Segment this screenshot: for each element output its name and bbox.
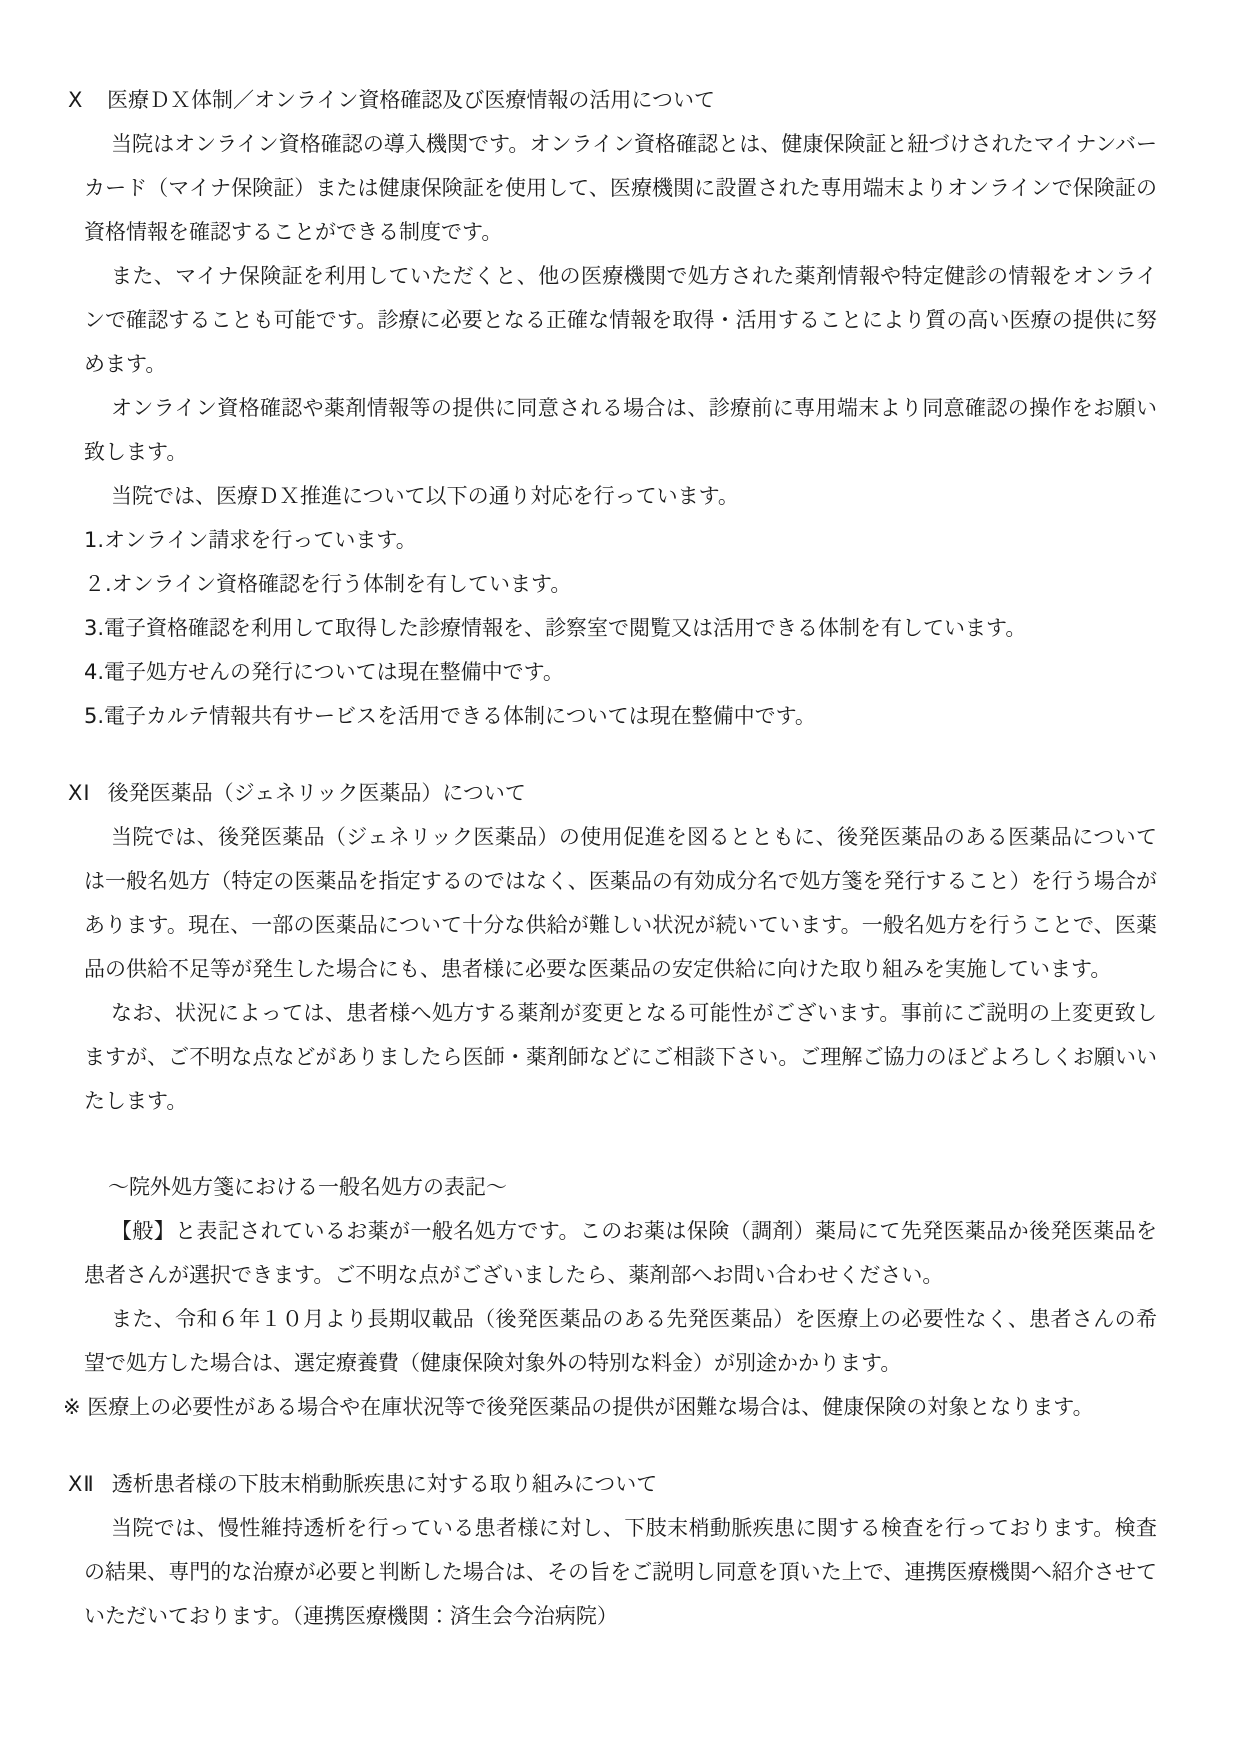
section-number: ⅩⅡ [68, 1472, 95, 1496]
section-number: Ⅹ [68, 88, 84, 112]
section-medical-dx [68, 78, 1157, 738]
insurance-note: ※ 医療上の必要性がある場合や在庫状況等で後発医薬品の提供が困難な場合は、健康保険の対象となります。 [63, 1395, 1094, 1419]
list-item: ２.オンライン資格確認を行う体制を有しています。 [84, 572, 572, 596]
section-generic-drugs [63, 771, 1157, 1429]
paragraph: 【般】と表記されているお薬が一般名処方です。このお薬は保険（調剤）薬局にて先発医薬品か後発医薬品を患者さんが選択できます。ご不明な点がございましたら、薬剤部へお問い合わせください。 [84, 1219, 1157, 1287]
section-heading [68, 771, 1157, 815]
paragraph: オンライン資格確認や薬剤情報等の提供に同意される場合は、診療前に専用端末より同意確認の操作をお願い致します。 [84, 396, 1157, 464]
list-item: 5.電子カルテ情報共有サービスを活用できる体制については現在整備中です。 [84, 704, 816, 728]
dx-measures-list [84, 518, 1157, 738]
section-number: ⅩⅠ [68, 781, 91, 805]
list-item: 4.電子処方せんの発行については現在整備中です。 [84, 660, 564, 684]
section-title: 後発医薬品（ジェネリック医薬品）について [107, 781, 526, 805]
list-item: 1.オンライン請求を行っています。 [84, 528, 417, 552]
section-heading [68, 1462, 1157, 1506]
section-heading [68, 78, 1157, 122]
paragraph: 当院では、後発医薬品（ジェネリック医薬品）の使用促進を図るとともに、後発医薬品のある医薬品については一般名処方（特定の医薬品を指定するのではなく、医薬品の有効成分名で処方箋を発行すること）を行う場合があります。現在、一部の医薬品について十分な供給が難しい状況が続いています。一般名処方を行うことで、医薬品の供給不足等が発生した場合にも、患者様に必要な医薬品の安定供給に向けた取り組みを実施しています。 [84, 825, 1157, 981]
paragraph: 当院では、慢性維持透析を行っている患者様に対し、下肢末梢動脈疾患に関する検査を行っております。検査の結果、専門的な治療が必要と判断した場合は、その旨をご説明し同意を頂いた上で、連携医療機関へ紹介させていただいております。（連携医療機関：済生会今治病院） [84, 1516, 1157, 1628]
section-dialysis-care [68, 1462, 1157, 1638]
generic-name-subheading: ～院外処方箋における一般名処方の表記～ [108, 1175, 507, 1199]
list-item: 3.電子資格確認を利用して取得した診療情報を、診察室で閲覧又は活用できる体制を有しています。 [84, 616, 1027, 640]
section-title: 医療ＤＸ体制／オンライン資格確認及び医療情報の活用について [107, 88, 715, 112]
paragraph: なお、状況によっては、患者様へ処方する薬剤が変更となる可能性がございます。事前にご説明の上変更致しますが、ご不明な点などがありましたら医師・薬剤師などにご相談下さい。ご理解ご協力のほどよろしくお願いいたします。 [84, 1001, 1157, 1113]
paragraph: また、マイナ保険証を利用していただくと、他の医療機関で処方された薬剤情報や特定健診の情報をオンラインで確認することも可能です。診療に必要となる正確な情報を取得・活用することにより質の高い医療の提供に努めます。 [84, 264, 1157, 376]
paragraph: 当院はオンライン資格確認の導入機関です。オンライン資格確認とは、健康保険証と紐づけされたマイナンバーカード（マイナ保険証）または健康保険証を使用して、医療機関に設置された専用端末よりオンラインで保険証の資格情報を確認することができる制度です。 [84, 132, 1157, 244]
section-title: 透析患者様の下肢末梢動脈疾患に対する取り組みについて [111, 1472, 658, 1496]
paragraph: 当院では、医療ＤＸ推進について以下の通り対応を行っています。 [111, 484, 739, 508]
paragraph: また、令和６年１０月より長期収載品（後発医薬品のある先発医薬品）を医療上の必要性なく、患者さんの希望で処方した場合は、選定療養費（健康保険対象外の特別な料金）が別途かかります。 [84, 1307, 1157, 1375]
